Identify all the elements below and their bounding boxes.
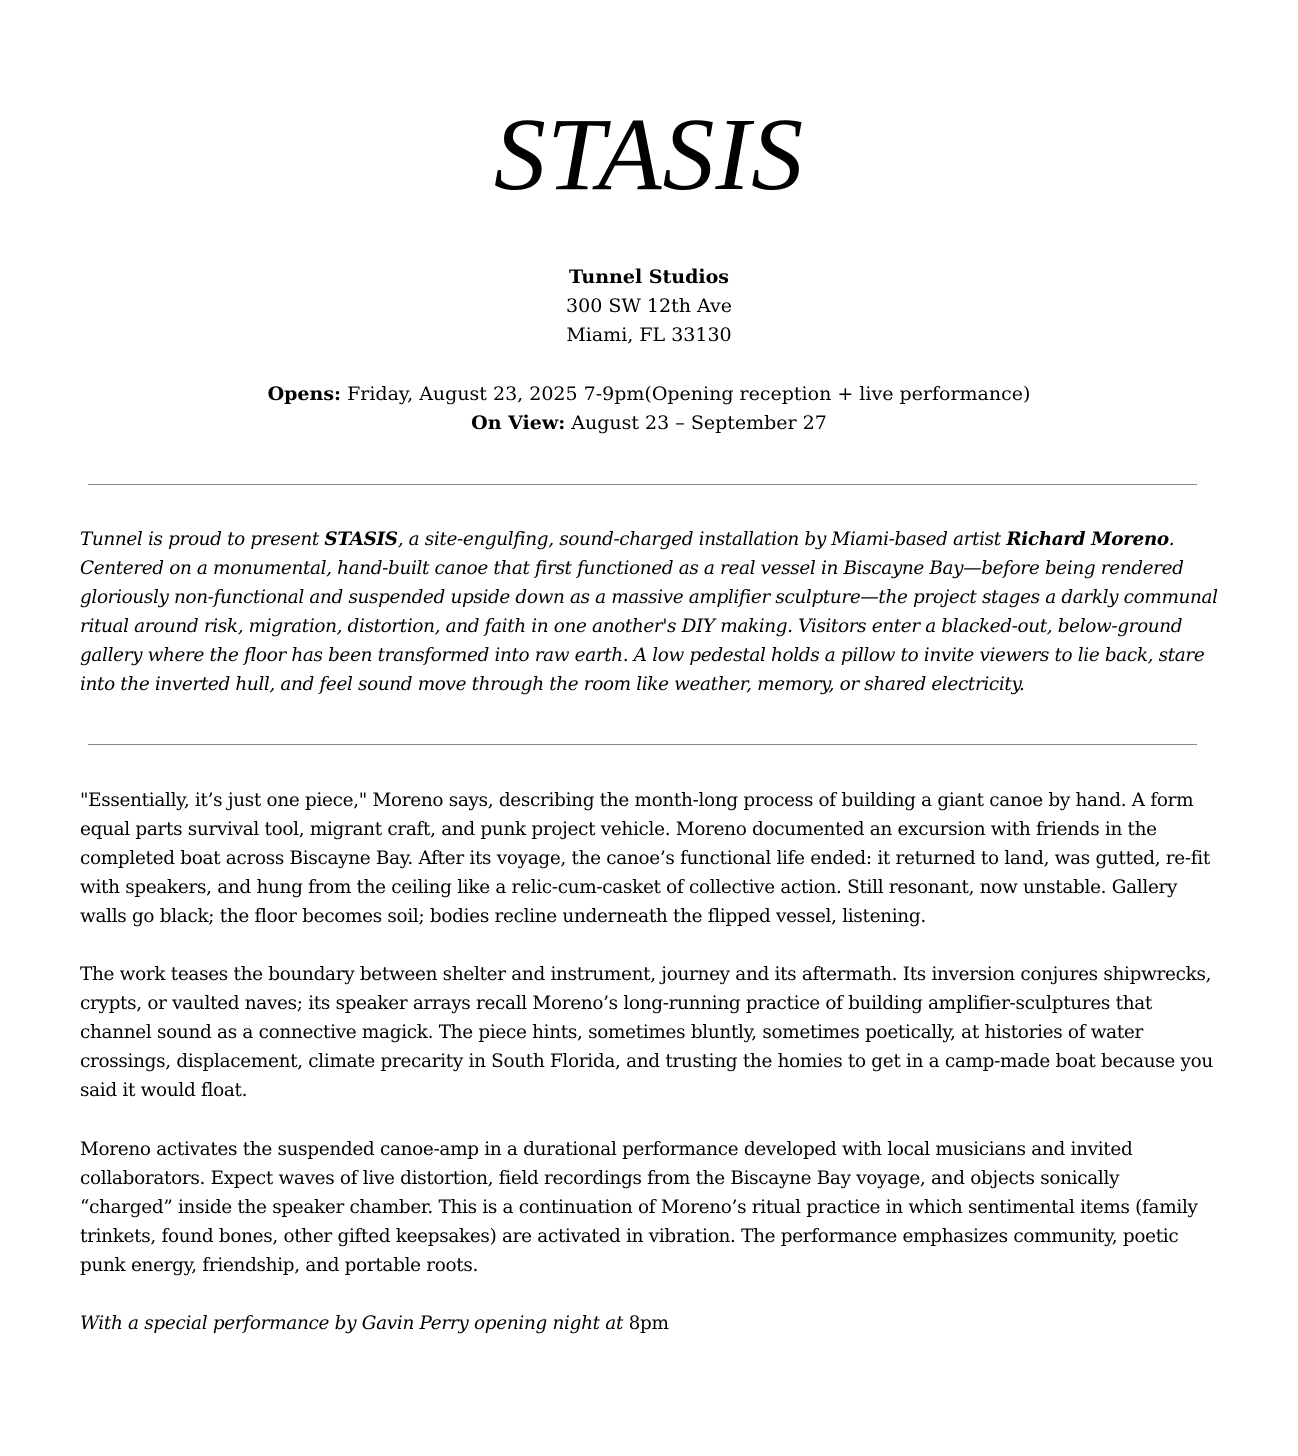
divider-bottom [88, 744, 1197, 745]
exhibition-title: STASIS [493, 97, 805, 212]
closing-line [80, 1309, 1215, 1338]
intro-post: . Centered on a monumental, hand-built canoe that first functioned as a real vessel in Biscayne Bay—before being rendered gloriously non-functional and suspended upside down as a massive amplifier sculpture—the project stages a darkly communal ritual around risk, migration, distortion, and faith in one another's DIY making. Visitors enter a blacked-out, below-ground gallery where the floor has been transformed into raw earth. A low pedestal holds a pillow to invite viewers to lie back, stare into the inverted hull, and feel sound move through the room like weather, memory, or shared electricity. [80, 529, 1218, 695]
on-view-line [0, 409, 1298, 438]
opens-line [0, 380, 1298, 409]
venue-address-line2: Miami, FL 33130 [566, 324, 732, 346]
venue-address-line1: 300 SW 12th Ave [566, 295, 732, 317]
body-paragraph-3: Moreno activates the suspended canoe-amp in a durational performance developed with local musicians and invited collaborators. Expect waves of live distortion, field recordings from the Biscayne Bay voyage, and objects sonically “charged” inside the speaker chamber. This is a continuation of Moreno’s ritual practice in which sentimental items (family trinkets, found bones, other gifted keepsakes) are activated in vibration. The performance emphasizes community, poetic punk energy, friendship, and portable roots. [80, 1139, 1198, 1276]
dates-block [0, 380, 1298, 438]
opens-value: Friday, August 23, 2025 7-9pm(Opening reception + live performance) [341, 383, 1031, 405]
intro-pre: Tunnel is proud to present [80, 529, 325, 550]
opens-label: Opens: [267, 383, 342, 405]
body-paragraph-1: "Essentially, it’s just one piece," Moreno says, describing the month-long process of building a giant canoe by hand. A form equal parts survival tool, migrant craft, and punk project vehicle. Moreno documented an excursion with friends in the completed boat across Biscayne Bay. After its voyage, the canoe’s functional life ended: it returned to land, was gutted, re-fit with speakers, and hung from the ceiling like a relic-cum-casket of collective action. Still resonant, now unstable. Gallery walls go black; the floor becomes soil; bodies recline underneath the flipped vessel, listening. [80, 790, 1210, 927]
on-view-label: On View: [471, 412, 566, 434]
intro-title: STASIS [324, 529, 398, 550]
body-paragraph-2: The work teases the boundary between shelter and instrument, journey and its aftermath. Its inversion conjures shipwrecks, crypts, or vaulted naves; its speaker arrays recall Moreno’s long-running practice of building amplifier-sculptures that channel sound as a connective magick. The piece hints, sometimes bluntly, sometimes poetically, at histories of water crossings, displacement, climate precarity in South Florida, and trusting the homies to get in a camp-made boat because you said it would float. [80, 964, 1213, 1101]
venue-name: Tunnel Studios [569, 266, 729, 288]
venue-block [0, 263, 1298, 350]
intro-paragraph [80, 525, 1220, 699]
on-view-value: August 23 – September 27 [565, 412, 827, 434]
closing-italic: With a special performance by Gavin Perry opening night at [80, 1313, 629, 1334]
divider-top [88, 484, 1197, 485]
closing-time: 8pm [628, 1313, 669, 1334]
intro-artist: Richard Moreno [1006, 529, 1169, 550]
intro-mid: , a site-engulfing, sound-charged installation by Miami-based artist [397, 529, 1007, 550]
